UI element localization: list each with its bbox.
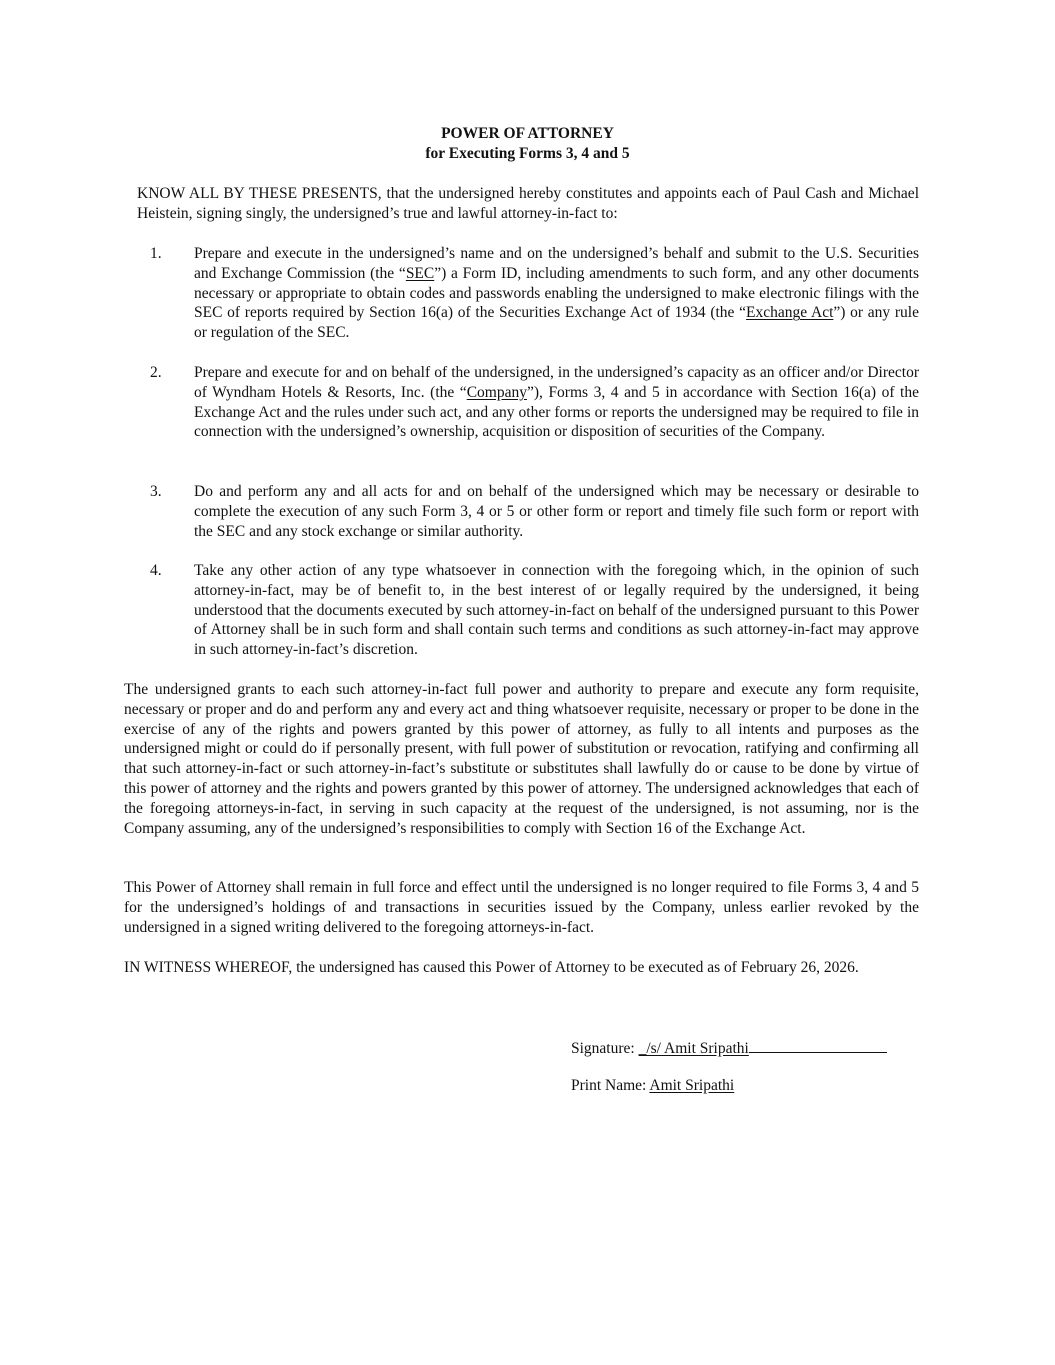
defined-term-company: Company bbox=[466, 383, 527, 401]
signature-blank-line bbox=[749, 1038, 887, 1053]
text-segment: ”) or any rule or regulation of the SEC. bbox=[194, 304, 919, 342]
signature-label: Signature: bbox=[571, 1040, 635, 1057]
defined-term-sec: SEC bbox=[405, 264, 435, 282]
print-name-value: Amit Sripathi bbox=[649, 1077, 735, 1094]
text-segment: Prepare and execute in the undersigned’s name and on the undersigned’s behalf and submit to the U.S. Securities and Exchange Commission (the “ bbox=[194, 245, 919, 282]
text-segment: ”) a Form ID, including amendments to such form, and any other documents necessary or appropriate to obtain codes and passwords enabling the undersigned to make electronic filings with the SEC of reports required by Section 16(a) of the Securities Exchange Act of 1934 (the “ bbox=[194, 264, 919, 322]
duration-paragraph: This Power of Attorney shall remain in full force and effect until the undersigned is no longer required to file Forms 3, 4 and 5 for the undersigned’s holdings of and transactions in securities issued by the Company, unless earlier revoked by the undersigned in a signed writing delivered to the foregoing attorneys-in-fact. bbox=[124, 879, 919, 936]
witness-paragraph: IN WITNESS WHEREOF, the undersigned has caused this Power of Attorney to be executed as of February 26, 2026. bbox=[124, 959, 859, 976]
list-item-number: 2. bbox=[150, 364, 162, 381]
print-name-line bbox=[571, 1076, 734, 1096]
list-item-text: Do and perform any and all acts for and on behalf of the undersigned which may be necessary or desirable to complete the execution of any such Form 3, 4 or 5 or other form or report and timely file such form or report with the SEC and any stock exchange or similar authority. bbox=[194, 483, 919, 540]
signature-line bbox=[571, 1038, 887, 1059]
defined-term-exchange-act: Exchange Act bbox=[746, 304, 834, 322]
print-name-label: Print Name: bbox=[571, 1077, 647, 1094]
signature-value: _/s/ Amit Sripathi bbox=[638, 1040, 749, 1057]
list-item-number: 4. bbox=[150, 562, 162, 579]
text-segment: Prepare and execute for and on behalf of the undersigned, in the undersigned’s capacity as an officer and/or Director of Wyndham Hotels & Resorts, Inc. (the “ bbox=[194, 364, 919, 401]
document-title: POWER OF ATTORNEY bbox=[441, 125, 614, 142]
document-subtitle: for Executing Forms 3, 4 and 5 bbox=[425, 145, 630, 162]
list-item-text bbox=[194, 244, 919, 343]
list-item-number: 3. bbox=[150, 483, 162, 500]
intro-paragraph: KNOW ALL BY THESE PRESENTS, that the undersigned hereby constitutes and appoints each of Paul Cash and Michael Heistein, signing singly, the undersigned’s true and lawful attorney-in-fact to: bbox=[137, 185, 919, 222]
list-item-number: 1. bbox=[150, 245, 162, 262]
grant-paragraph: The undersigned grants to each such attorney-in-fact full power and authority to prepare and execute any form requisite, necessary or proper and do and perform any and every act and thing whatsoever requisite, necessary or proper to be done in the exercise of any of the rights and powers granted by this power of attorney, as fully to all intents and purposes as the undersigned might or could do if personally present, with full power of substitution or revocation, ratifying and confirming all that such attorney-in-fact or such attorney-in-fact’s substitute or substitutes shall lawfully do or cause to be done by virtue of this power of attorney and the rights and powers granted by this power of attorney. The undersigned acknowledges that each of the foregoing attorneys-in-fact, in serving in such capacity at the request of the undersigned, is not assuming, nor is the Company assuming, any of the undersigned’s responsibilities to comply with Section 16 of the Exchange Act. bbox=[124, 681, 919, 837]
list-item-text bbox=[194, 363, 919, 442]
list-item-text: Take any other action of any type whatsoever in connection with the foregoing which, in the opinion of such attorney-in-fact, may be of benefit to, in the best interest of or legally required by the undersigned, it being understood that the documents executed by such attorney-in-fact on behalf of the undersigned pursuant to this Power of Attorney shall be in such form and shall contain such terms and conditions as such attorney-in-fact may approve in such attorney-in-fact’s discretion. bbox=[194, 562, 919, 659]
text-segment: ”), Forms 3, 4 and 5 in accordance with Section 16(a) of the Exchange Act and the rules under such act, and any other forms or reports the undersigned may be required to file in connection with the undersigned’s ownership, acquisition or disposition of securities of the Company. bbox=[194, 383, 919, 441]
